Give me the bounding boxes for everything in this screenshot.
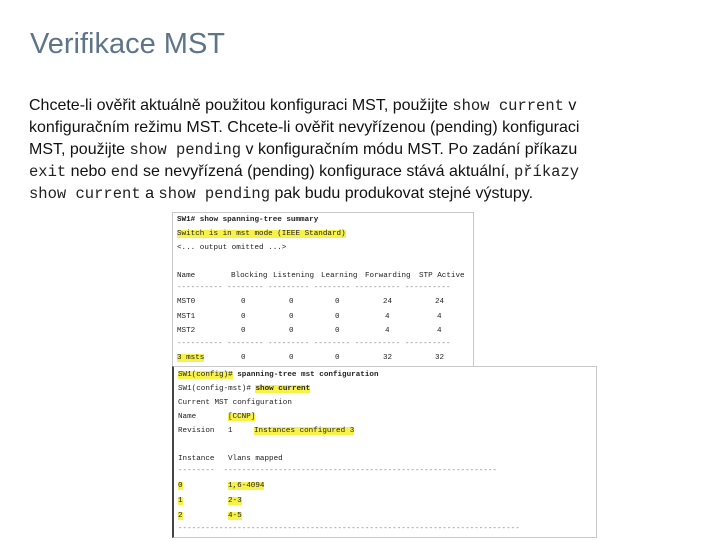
header-vlans: Vlans mapped <box>228 455 283 463</box>
paragraph-line-5 <box>29 183 699 205</box>
row-vlans: 4-5 <box>228 512 242 520</box>
row-value: 0 <box>289 298 294 306</box>
header-blocking: Blocking <box>231 272 268 280</box>
terminal-command-line <box>178 371 379 379</box>
divider: --------------------------------------------------------------------------- <box>178 525 520 533</box>
paragraph-line-1 <box>29 95 699 117</box>
row-vlans: 1,6-4094 <box>228 482 265 490</box>
page-title: Verifikace MST <box>30 28 225 60</box>
label: Revision <box>178 427 215 435</box>
terminal-command-line <box>178 385 310 393</box>
row-value: 0 <box>241 298 246 306</box>
row-value: 4 <box>385 313 390 321</box>
row-instance: 0 <box>178 482 183 490</box>
divider: -------- ------------------------------------------------------------ <box>178 467 497 475</box>
command-show-current: show current <box>452 97 564 115</box>
command-text: SW1# show spanning-tree summary <box>177 216 319 224</box>
row-value: 0 <box>335 354 340 362</box>
row-name: MST2 <box>177 327 196 335</box>
text-segment: v konfiguračním módu MST. Po zadání příkazu <box>241 141 578 158</box>
row-value: 24 <box>383 298 393 306</box>
highlighted-text: Switch is in mst mode (IEEE Standard) <box>177 230 346 238</box>
text-segment: pak budu produkovat stejné výstupy. <box>270 185 534 202</box>
prompt-text: SW1(config-mst)# <box>178 385 256 393</box>
row-name: MST1 <box>177 313 196 321</box>
command-end: end <box>110 163 139 181</box>
row-value: 0 <box>241 327 246 335</box>
text-segment: a <box>140 185 159 202</box>
text-segment: v <box>563 97 577 114</box>
terminal-output-summary <box>172 212 474 368</box>
row-value: 0 <box>335 298 340 306</box>
row-value: 32 <box>383 354 393 362</box>
omitted-line: <... output omitted ...> <box>177 244 287 252</box>
paragraph-line-2: konfiguračním režimu MST. Chcete-li ověřit nevyřízenou (pending) konfiguraci <box>29 119 580 136</box>
command-text: show current <box>255 385 311 393</box>
paragraph-line-3 <box>29 139 699 161</box>
row-vlans: 2-3 <box>228 497 242 505</box>
row-value: 0 <box>289 327 294 335</box>
command-exit: exit <box>29 163 67 181</box>
value: [CCNP] <box>228 413 256 421</box>
header-stp-active: STP Active <box>419 272 465 280</box>
row-value: 4 <box>385 327 390 335</box>
header-listening: Listening <box>273 272 315 280</box>
header-learning: Learning <box>321 272 358 280</box>
value: 1 <box>228 427 233 435</box>
text-segment: Chcete-li ověřit aktuálně použitou konfiguraci MST, použijte <box>29 97 453 114</box>
divider: ---------- -------- --------- -------- ---------- ---------- <box>177 284 451 292</box>
row-value: 0 <box>241 313 246 321</box>
row-value: 0 <box>289 313 294 321</box>
text-segment: nebo <box>66 163 111 180</box>
text-segment-mono: příkazy <box>513 163 580 181</box>
paragraph-line-4 <box>29 161 699 183</box>
row-value: 0 <box>241 354 246 362</box>
body-paragraph <box>29 95 699 205</box>
label: Name <box>178 413 197 421</box>
row-instance: 1 <box>178 497 183 505</box>
row-name: 3 msts <box>177 354 205 362</box>
row-value: 4 <box>437 313 442 321</box>
header-name: Name <box>177 272 196 280</box>
header-forwarding: Forwarding <box>365 272 411 280</box>
text-segment: MST, použijte <box>29 141 130 158</box>
divider: ---------- -------- --------- -------- ---------- ---------- <box>177 340 451 348</box>
row-value: 4 <box>437 327 442 335</box>
row-value: 32 <box>435 354 445 362</box>
row-value: 24 <box>435 298 445 306</box>
row-name: MST0 <box>177 298 196 306</box>
instances-configured: Instances configured 3 <box>254 427 355 435</box>
row-value: 0 <box>335 313 340 321</box>
terminal-command-line <box>177 216 318 224</box>
row-value: 0 <box>289 354 294 362</box>
current-config-line: Current MST configuration <box>178 399 292 407</box>
text-segment: se nevyřízená (pending) konfigurace stává aktuální, <box>138 163 514 180</box>
mst-mode-line <box>177 230 346 238</box>
row-value: 0 <box>335 327 340 335</box>
command-show-pending: show pending <box>129 141 242 159</box>
terminal-output-mst-config <box>172 366 597 538</box>
command-text: spanning-tree mst configuration <box>232 371 379 379</box>
row-instance: 2 <box>178 512 183 520</box>
command-show-pending: show pending <box>158 185 271 203</box>
command-show-current: show current <box>29 185 141 203</box>
header-instance: Instance <box>178 455 215 463</box>
prompt-text: SW1(config)# <box>178 371 233 379</box>
